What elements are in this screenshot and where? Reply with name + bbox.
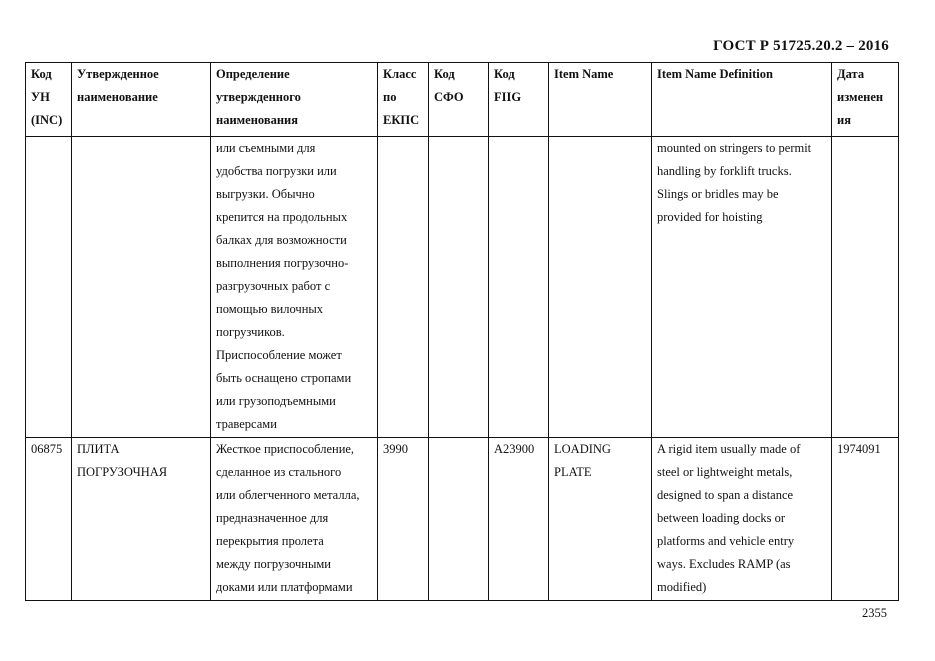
cell-text-line: designed to span a distance: [657, 488, 794, 502]
cell-text-line: УН: [31, 90, 50, 104]
cell-text-line: удобства погрузки или: [216, 164, 337, 178]
header-item-name: [549, 63, 652, 137]
cell-text-line: или грузоподъемными: [216, 394, 336, 408]
cell-text-line: или съемными для: [216, 141, 316, 155]
cell-text-line: доками или платформами: [216, 580, 353, 594]
cell-fiig: [489, 438, 549, 601]
cell-text-line: изменен: [837, 90, 884, 104]
cell-item-definition: [652, 137, 832, 438]
cell-text-line: ЕКПС: [383, 113, 420, 127]
page-number: 2355: [862, 606, 887, 620]
cell-text-line: Код: [434, 67, 455, 81]
header-definition: [211, 63, 378, 137]
cell-text-line: LOADING: [554, 442, 611, 456]
cell-approved-name: [72, 438, 211, 601]
cell-text-line: перекрытия пролета: [216, 534, 324, 548]
header-approved-name: [72, 63, 211, 137]
table-row: [26, 438, 899, 601]
table-header-row: [26, 63, 899, 137]
cell-text-line: ия: [837, 113, 851, 127]
cell-sfo: [429, 438, 489, 601]
cell-item-definition: [652, 438, 832, 601]
cell-text-line: ways. Excludes RAMP (as: [657, 557, 791, 571]
cell-text-line: между погрузочными: [216, 557, 331, 571]
cell-sfo: [429, 137, 489, 438]
cell-text-line: сделанное из стального: [216, 465, 342, 479]
cell-text-line: Утвержденное: [77, 67, 159, 81]
cell-inc: [26, 438, 72, 601]
cell-text-line: наименования: [216, 113, 299, 127]
cell-text-line: Жесткое приспособление,: [216, 442, 355, 456]
cell-text-line: between loading docks or: [657, 511, 786, 525]
cell-class: [378, 438, 429, 601]
cell-text-line: Приспособление может: [216, 348, 342, 362]
cell-text-line: (INC): [31, 113, 63, 127]
cell-text-line: Slings or bridles may be: [657, 187, 779, 201]
cell-text-line: СФО: [434, 90, 464, 104]
cell-text-line: быть оснащено стропами: [216, 371, 352, 385]
cell-text-line: FIIG: [494, 90, 522, 104]
table-row: [26, 137, 899, 438]
cell-text-line: Код: [31, 67, 52, 81]
cell-text-line: 3990: [383, 442, 408, 456]
header-sfo: [429, 63, 489, 137]
header-item-definition: [652, 63, 832, 137]
cell-text-line: A23900: [494, 442, 535, 456]
header-inc: [26, 63, 72, 137]
cell-text-line: Класс: [383, 67, 417, 81]
cell-inc: [26, 137, 72, 438]
cell-text-line: выполнения погрузочно-: [216, 256, 349, 270]
cell-text-line: выгрузки. Обычно: [216, 187, 315, 201]
cell-date: [832, 438, 899, 601]
cell-text-line: platforms and vehicle entry: [657, 534, 795, 548]
cell-text-line: балках для возможности: [216, 233, 347, 247]
cell-text-line: или облегченного металла,: [216, 488, 360, 502]
cell-text-line: provided for hoisting: [657, 210, 763, 224]
cell-text-line: steel or lightweight metals,: [657, 465, 793, 479]
cell-text-line: погрузчиков.: [216, 325, 285, 339]
header-fiig: [489, 63, 549, 137]
cell-definition: [211, 438, 378, 601]
cell-text-line: траверсами: [216, 417, 277, 431]
cell-text-line: modified): [657, 580, 707, 594]
cell-text-line: PLATE: [554, 465, 592, 479]
cell-text-line: по: [383, 90, 397, 104]
cell-text-line: Item Name: [554, 67, 614, 81]
cell-class: [378, 137, 429, 438]
header-class: [378, 63, 429, 137]
cell-text-line: утвержденного: [216, 90, 301, 104]
cell-text-line: Дата: [837, 67, 865, 81]
items-table: [25, 62, 899, 601]
cell-date: [832, 137, 899, 438]
cell-fiig: [489, 137, 549, 438]
cell-text-line: ПЛИТА: [77, 442, 120, 456]
cell-text-line: помощью вилочных: [216, 302, 324, 316]
cell-item-name: [549, 438, 652, 601]
cell-text-line: mounted on stringers to permit: [657, 141, 812, 155]
cell-definition: [211, 137, 378, 438]
cell-text-line: разгрузочных работ с: [216, 279, 331, 293]
cell-approved-name: [72, 137, 211, 438]
cell-text-line: ПОГРУЗОЧНАЯ: [77, 465, 168, 479]
cell-text-line: предназначенное для: [216, 511, 329, 525]
document-standard-header: ГОСТ Р 51725.20.2 – 2016: [713, 38, 889, 54]
cell-item-name: [549, 137, 652, 438]
cell-text-line: handling by forklift trucks.: [657, 164, 792, 178]
cell-text-line: крепится на продольных: [216, 210, 348, 224]
cell-text-line: наименование: [77, 90, 158, 104]
cell-text-line: A rigid item usually made of: [657, 442, 801, 456]
cell-text-line: Item Name Definition: [657, 67, 773, 81]
cell-text-line: Код: [494, 67, 515, 81]
cell-text-line: Определение: [216, 67, 290, 81]
header-date: [832, 63, 899, 137]
cell-text-line: 1974091: [837, 442, 881, 456]
cell-text-line: 06875: [31, 442, 63, 456]
